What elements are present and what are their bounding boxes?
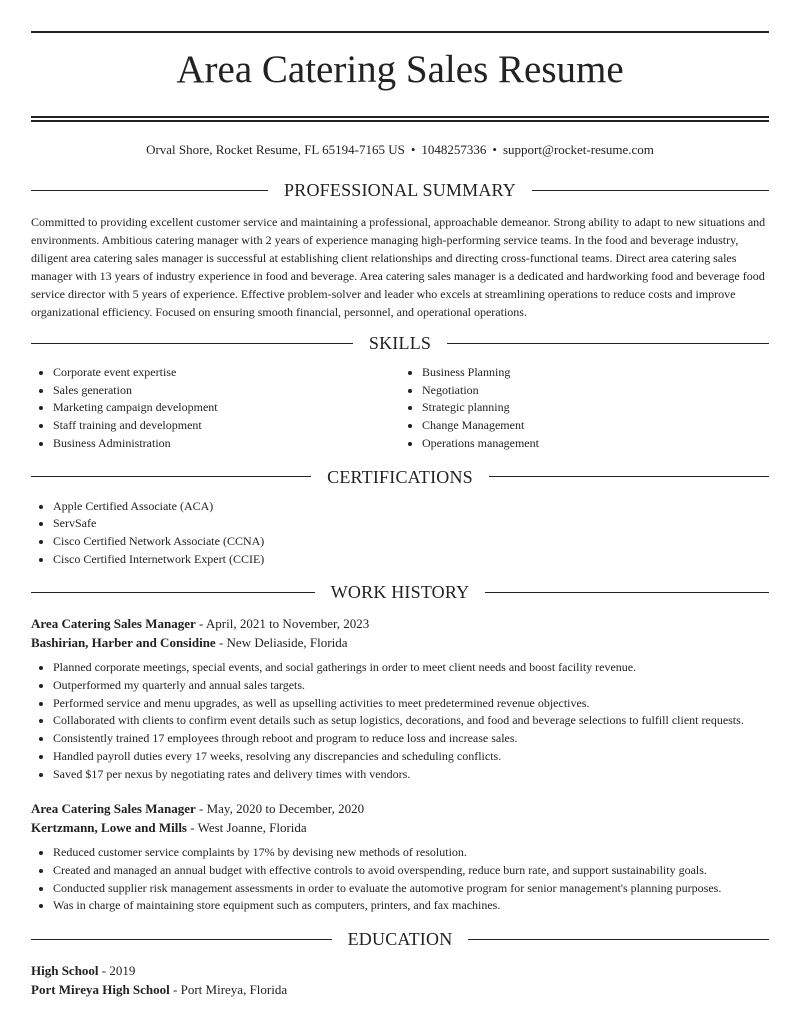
divider xyxy=(447,343,769,344)
job-title-line xyxy=(31,799,769,818)
skill-item: • Negotiation xyxy=(422,382,769,400)
job-bullet: • Outperformed my quarterly and annual sales targets. xyxy=(53,677,769,695)
divider xyxy=(489,476,769,477)
job-company-line xyxy=(31,818,769,837)
job-title: Area Catering Sales Manager xyxy=(31,616,196,632)
contact-phone: 1048257336 xyxy=(421,142,487,157)
job-bullet: • Was in charge of maintaining store equipment such as computers, printers, and fax machines. xyxy=(53,897,769,915)
skill-item: • Strategic planning xyxy=(422,399,769,417)
skills-column-left xyxy=(31,364,400,453)
job-entry xyxy=(31,799,769,915)
section-heading-certifications xyxy=(31,467,769,487)
job-dates: - May, 2020 to December, 2020 xyxy=(195,801,365,817)
title-double-rule xyxy=(31,116,769,122)
section-heading-skills xyxy=(31,333,769,353)
section-title: CERTIFICATIONS xyxy=(327,466,473,487)
contact-email[interactable]: support@rocket-resume.com xyxy=(502,142,654,157)
job-bullets xyxy=(31,844,769,915)
section-heading-education xyxy=(31,929,769,949)
job-title-line xyxy=(31,614,769,633)
job-location: - New Deliaside, Florida xyxy=(215,635,348,651)
section-heading-summary xyxy=(31,180,769,200)
job-dates: - April, 2021 to November, 2023 xyxy=(195,616,370,632)
contact-separator: • xyxy=(492,142,497,157)
job-bullet: • Performed service and menu upgrades, as well as upselling activities to meet predetermined revenue objectives. xyxy=(53,695,769,713)
skill-item: • Operations management xyxy=(422,435,769,453)
education-school: Port Mireya High School xyxy=(31,982,170,998)
skill-item: • Corporate event expertise xyxy=(53,364,400,382)
job-bullet: • Reduced customer service complaints by 17% by devising new methods of resolution. xyxy=(53,844,769,862)
certification-item: • Apple Certified Associate (ACA) xyxy=(53,498,769,516)
education-year: - 2019 xyxy=(98,963,136,979)
skill-item: • Business Planning xyxy=(422,364,769,382)
education-degree-line xyxy=(31,961,769,980)
education-entry xyxy=(31,961,769,999)
skill-item: • Marketing campaign development xyxy=(53,399,400,417)
contact-separator: • xyxy=(410,142,416,157)
resume-page xyxy=(31,0,769,999)
education-degree: High School xyxy=(31,963,99,979)
skill-item: • Staff training and development xyxy=(53,417,400,435)
job-bullet: • Saved $17 per nexus by negotiating rates and delivery times with vendors. xyxy=(53,766,769,784)
summary-text: Committed to providing excellent customer service and maintaining a professional, approachable demeanor. Strong ability to adapt to new situations and environments. Ambitious catering manager with 2 years of experience managing high-performing service teams. In the food and beverage industry, diligent area catering sales manager is successful at establishing client relationships and directing cross-functional teams. Direct area catering sales manager with 13 years of industry experience in food and beverage. Area catering sales manager is a dedicated and hardworking food and beverage food service director with 5 years of experience. Effective problem-solver and leader who excels at streamlining operations to reduce costs and improve organizational efficiency. Focused on ensuring smooth financial, personnel, and operational operations. xyxy=(31,215,766,319)
top-rule xyxy=(31,31,769,33)
contact-address: Orval Shore, Rocket Resume, FL 65194-7165 US xyxy=(146,142,405,157)
education-school-line xyxy=(31,980,769,999)
certification-item: • ServSafe xyxy=(53,515,769,533)
certification-item: • Cisco Certified Internetwork Expert (CCIE) xyxy=(53,551,769,569)
section-title: SKILLS xyxy=(368,333,432,353)
skills-column-right xyxy=(400,364,769,453)
resume-title: Area Catering Sales Resume xyxy=(176,48,624,91)
divider xyxy=(31,592,315,593)
section-title: WORK HISTORY xyxy=(330,582,470,603)
job-company: Kertzmann, Lowe and Mills xyxy=(31,820,187,836)
section-title: EDUCATION xyxy=(347,929,453,950)
job-bullets xyxy=(31,659,769,783)
certifications-list xyxy=(31,498,769,569)
job-company: Bashirian, Harber and Considine xyxy=(31,635,216,651)
skill-item: • Change Management xyxy=(422,417,769,435)
job-location: - West Joanne, Florida xyxy=(187,820,307,836)
divider xyxy=(532,190,769,191)
section-title: PROFESSIONAL SUMMARY xyxy=(284,180,516,200)
job-company-line xyxy=(31,633,769,652)
job-bullet: • Collaborated with clients to confirm event details such as setup logistics, decorations, and food and beverage selections to fulfill client requests. xyxy=(53,712,769,730)
job-bullet: • Created and managed an annual budget with effective controls to avoid overspending, reduce burn rate, and support sustainability goals. xyxy=(53,862,769,880)
job-bullet: • Consistently trained 17 employees through reboot and program to reduce loss and increase sales. xyxy=(53,730,769,748)
divider xyxy=(468,939,769,940)
education-location: - Port Mireya, Florida xyxy=(169,982,288,998)
job-title: Area Catering Sales Manager xyxy=(31,801,196,817)
certification-item: • Cisco Certified Network Associate (CCNA) xyxy=(53,533,769,551)
divider xyxy=(31,190,268,191)
contact-line xyxy=(31,142,769,158)
section-heading-work-history xyxy=(31,582,769,602)
job-bullet: • Planned corporate meetings, special events, and social gatherings in order to meet client needs and boost facility revenue. xyxy=(53,659,769,677)
divider xyxy=(485,592,769,593)
divider xyxy=(31,939,332,940)
divider xyxy=(31,476,311,477)
skills-list xyxy=(31,364,769,453)
job-entry xyxy=(31,614,769,783)
skill-item: • Business Administration xyxy=(53,435,400,453)
skill-item: • Sales generation xyxy=(53,382,400,400)
job-bullet: • Handled payroll duties every 17 weeks, resolving any discrepancies and scheduling conflicts. xyxy=(53,748,769,766)
job-bullet: • Conducted supplier risk management assessments in order to evaluate the automotive program for senior management's planning purposes. xyxy=(53,880,769,898)
divider xyxy=(31,343,353,344)
